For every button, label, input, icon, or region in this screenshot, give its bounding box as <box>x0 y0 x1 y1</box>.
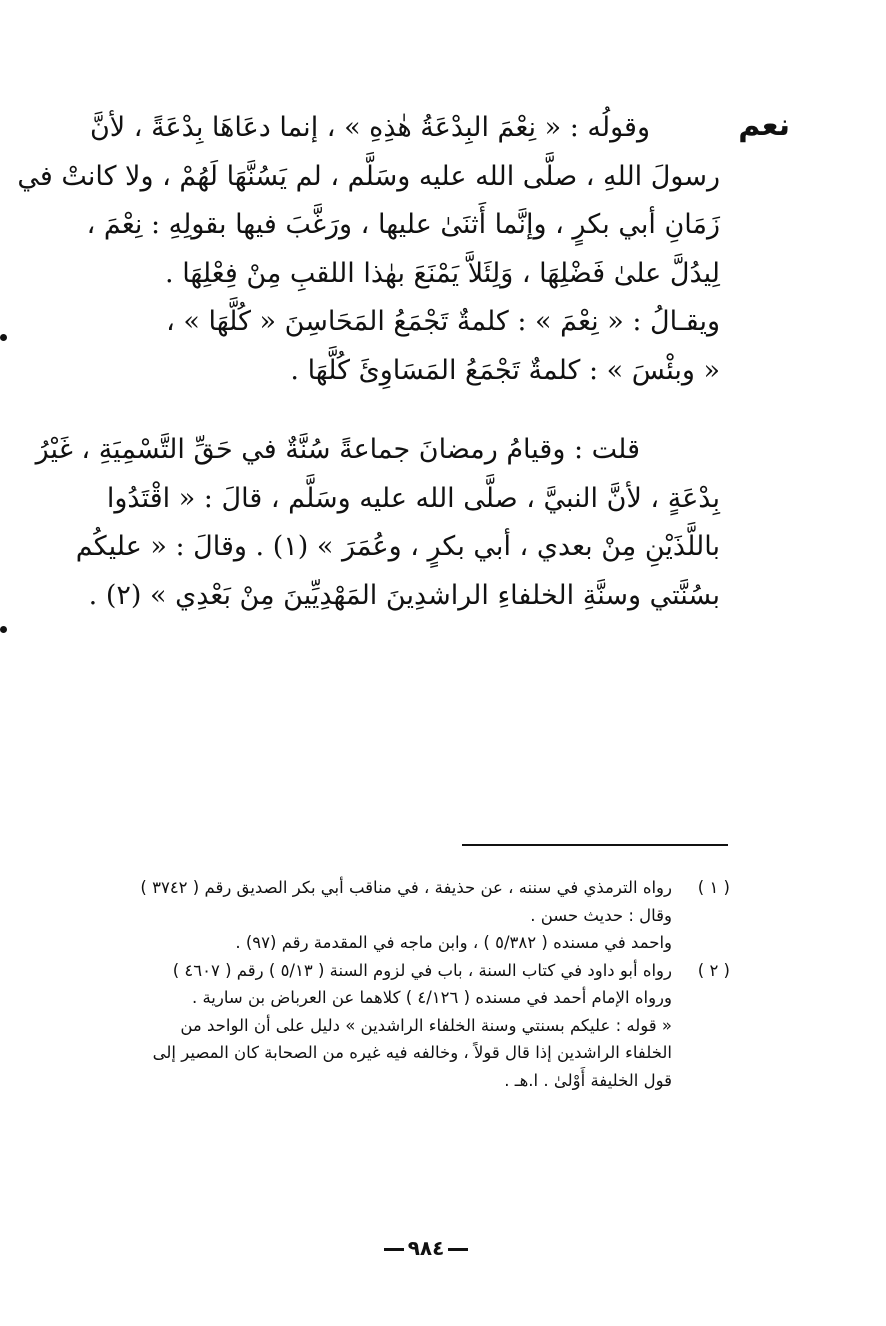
footnote-line: وقال : حديث حسن . <box>530 905 672 925</box>
footnote-number: ( ٢ ) <box>697 960 730 980</box>
footnote-line: ورواه الإمام أحمد في مسنده ( ٤/١٢٦ ) كلاهما عن العرباض بن سارية . <box>191 988 672 1007</box>
footnote-line: الخلفاء الراشدين إذا قال قولاً ، وخالفه فيه غيره من الصحابة كان المصير إلى <box>152 1043 672 1062</box>
scan-edge-mark <box>0 334 7 341</box>
footnotes <box>70 874 730 1094</box>
page-number <box>376 1236 476 1260</box>
footnote-divider <box>462 844 728 846</box>
margin-heading: نعم <box>738 108 790 143</box>
page-number-dash <box>448 1248 468 1251</box>
page-number-value: ٩٨٤ <box>407 1236 445 1260</box>
paragraph-1-line: « وبئْسَ » : كلمةٌ تَجْمَعُ المَسَاوِئَ كُلَّهَا . <box>290 354 720 386</box>
footnote-number: ( ١ ) <box>697 878 730 897</box>
paragraph-2-line: قلت : وقيامُ رمضانَ جماعةً سُنَّةٌ في حَقِّ التَّسْمِيَةِ ، غَيْرُ <box>35 434 640 465</box>
paragraph-2 <box>35 426 720 620</box>
paragraph-1-line: لِيدُلَّ علىٰ فَضْلِهَا ، وَلِئَلاَّ يَمْنَعَ بهٰذا اللقبِ مِنْ فِعْلِهَا . <box>165 257 720 289</box>
scan-edge-mark <box>0 626 7 633</box>
paragraph-2-line: بِدْعَةٍ ، لأنَّ النبيَّ ، صلَّى الله عليه وسَلَّم ، قالَ : « اقْتَدُوا <box>106 482 720 514</box>
paragraph-1-line: ويقـالُ : « نِعْمَ » : كلمةٌ تَجْمَعُ المَحَاسِنَ « كُلَّهَا » ، <box>166 306 720 337</box>
paragraph-2-line: بسُنَّتي وسنَّةِ الخلفاءِ الراشدِينَ المَهْدِيِّينَ مِنْ بَعْدِي » (٢) . <box>88 579 720 611</box>
paragraph-1-line: وقولُه : « نِعْمَ البِدْعَةُ هٰذِهِ » ، إنما دعَاهَا بِدْعَةً ، لأنَّ <box>89 112 650 143</box>
footnote-2 <box>70 957 730 1095</box>
footnote-line: قول الخليفة أَوْلىٰ . ا.هـ . <box>504 1070 672 1090</box>
paragraph-1 <box>17 104 720 395</box>
page-number-dash <box>384 1248 404 1251</box>
footnote-line: رواه أبو داود في كتاب السنة ، باب في لزوم السنة ( ٥/١٣ ) رقم ( ٤٦٠٧ ) <box>172 960 672 980</box>
footnote-line: « قوله : عليكم بسنتي وسنة الخلفاء الراشدين » دليل على أن الواحد من <box>180 1015 672 1035</box>
footnote-1 <box>70 874 730 957</box>
footnote-line: رواه الترمذي في سننه ، عن حذيفة ، في مناقب أبي بكر الصديق رقم ( ٣٧٤٢ ) <box>140 878 672 897</box>
paragraph-2-line: باللَّذَيْنِ مِنْ بعدي ، أبي بكرٍ ، وعُمَرَ » (١) . وقالَ : « عليكُم <box>75 531 720 562</box>
footnote-line: واحمد في مسنده ( ٥/٣٨٢ ) ، وابن ماجه في المقدمة رقم (٩٧) . <box>235 933 672 952</box>
paragraph-1-line: رسولَ اللهِ ، صلَّى الله عليه وسَلَّم ، لم يَسُنَّهَا لَهُمْ ، ولا كانتْ في <box>17 160 720 192</box>
paragraph-1-line: زَمَانِ أبي بكرٍ ، وإنَّما أَثنَىٰ عليها ، ورَغَّبَ فيها بقولِهِ : نِعْمَ ، <box>86 209 720 240</box>
